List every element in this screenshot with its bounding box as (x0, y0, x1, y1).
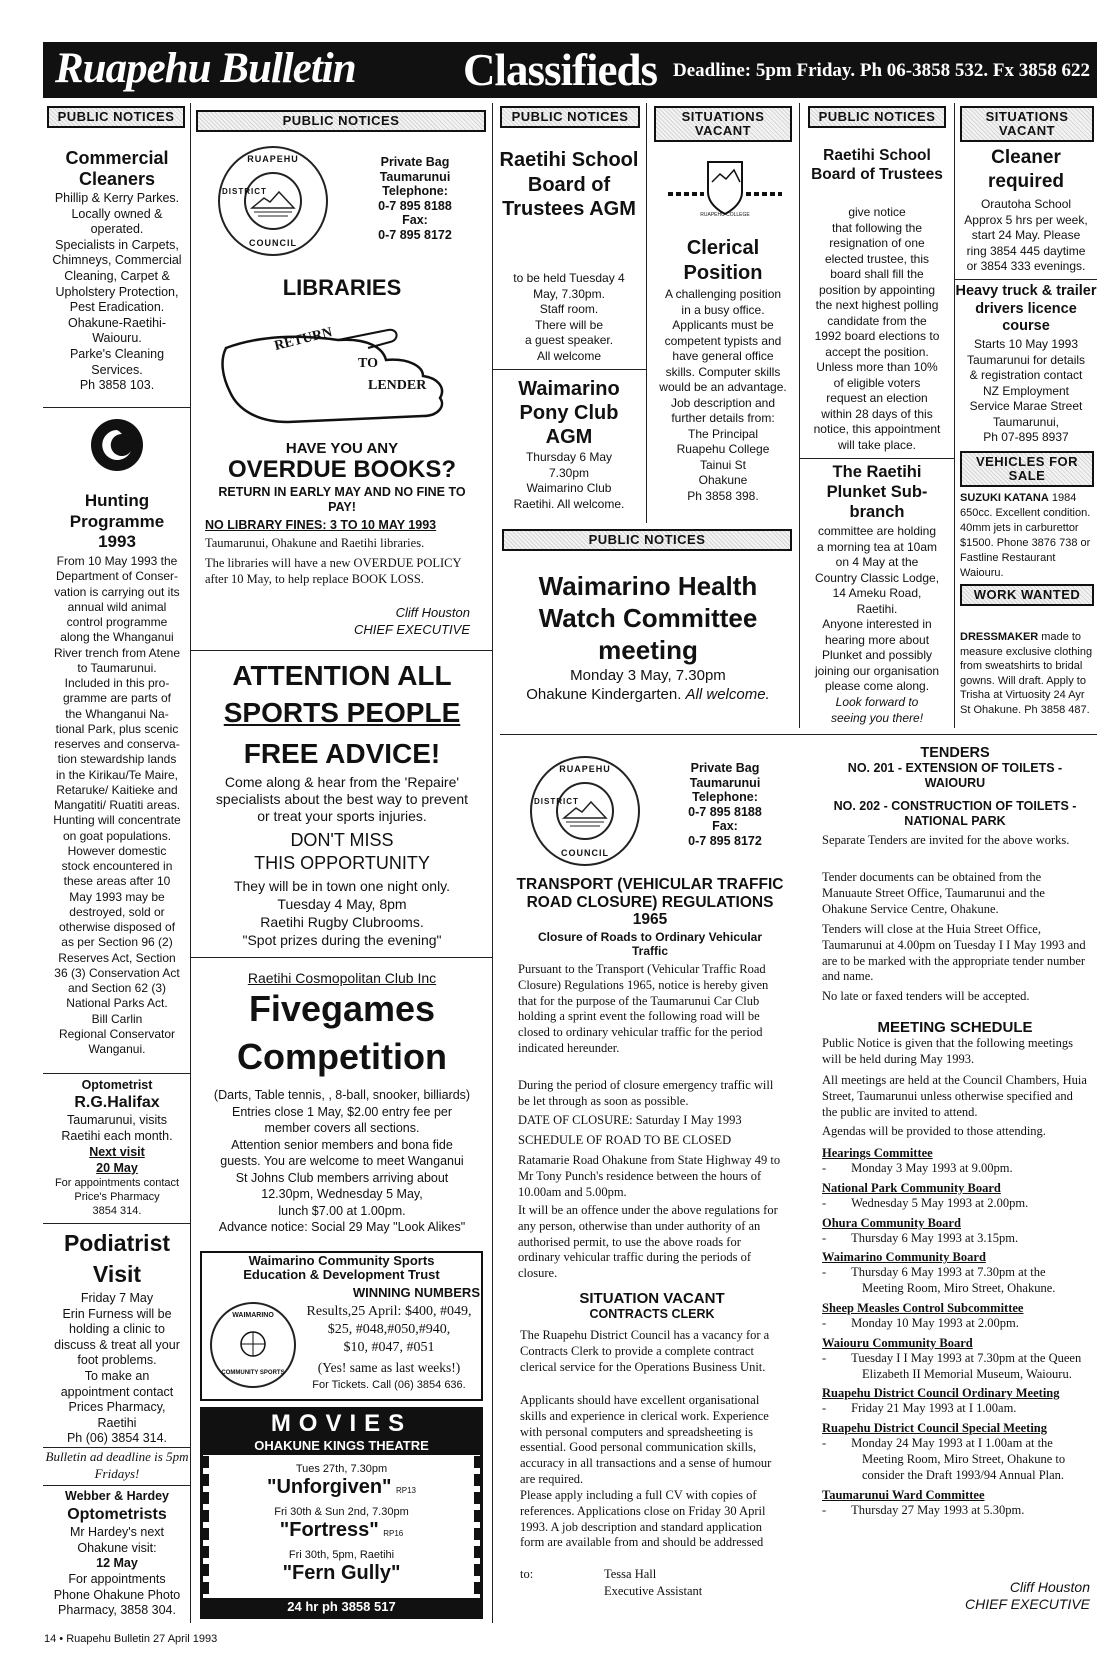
libraries-policy: The libraries will have a new OVERDUE POLICY after 10 May, to help replace BOOK LOSS. (205, 556, 462, 586)
optometrist-next: Next visit (89, 1145, 145, 1159)
dressmaker-ad (960, 630, 1096, 717)
column-rule (799, 103, 800, 728)
clerical-body: A challenging position in a busy office. Applicants must be competent typists and have general office skills. Computer skills would be an advantage. Job description and further details from: The Principal Ruapehu College Tainui St Ohakune Ph 3858 398. (659, 287, 787, 503)
tenders-p4: No late or faxed tenders will be accepted. (822, 989, 1030, 1003)
sports-emblem-icon (230, 1324, 276, 1364)
hand-text-return: RETURN (272, 325, 334, 354)
cleaners-title: Commercial Cleaners (65, 148, 169, 189)
rule (190, 650, 492, 651)
council-logo-inner (244, 172, 302, 230)
raetihi-agm-body: to be held Tuesday 4 May, 7.30pm. Staff room. There will be a guest speaker. All welcome (513, 271, 625, 363)
contracts-to: to: (520, 1567, 534, 1581)
contracts-role: Executive Assistant (604, 1584, 703, 1598)
plunket-title: The Raetihi Plunket Sub-branch (826, 463, 928, 521)
health-title: Waimarino Health Watch Committee meeting (538, 571, 758, 665)
section-header: WORK WANTED (960, 584, 1094, 606)
webber-date: 12 May (96, 1556, 138, 1570)
sports-title1: ATTENTION ALL (232, 660, 452, 691)
trust-results: Results,25 April: $400, #049, $25, #048,#050,#940, $10, #047, #051 (306, 1304, 472, 1355)
column-rule (646, 103, 647, 523)
hunting-title: Hunting Programme (69, 491, 165, 531)
movie3-time: Fri 30th, 5pm, Raetihi (288, 1549, 395, 1561)
meeting-name: Sheep Measles Control Subcommittee (822, 1300, 1024, 1315)
meeting-name: Ohura Community Board (822, 1215, 961, 1230)
sports-miss2: THIS OPPORTUNITY (254, 853, 430, 873)
banner-title-section: Classifieds (463, 45, 658, 95)
trust-logo-top: WAIMARINO (232, 1312, 274, 1319)
raetihi-agm-title: Raetihi School Board of Trustees AGM (499, 149, 639, 220)
meetings-p2: All meetings are held at the Council Chambers, Huia Street, Taumarunui unless otherwise specified and the public are invited to attend. (822, 1073, 1087, 1119)
trust-title: Waimarino Community Sports Education & Development Trust (243, 1253, 440, 1282)
transport-p2: During the period of closure emergency traffic will be let through as soon as possible. (518, 1078, 774, 1108)
plunket-body: committee are holding a morning tea at 10am on 4 May at the Country Classic Lodge, 14 Ameku Road, Raetihi. Anyone interested in hearing more about Plunket and possibly joining our organisation please come along. (814, 524, 940, 693)
transport-title: TRANSPORT (VEHICULAR TRAFFIC ROAD CLOSURE) REGULATIONS 1965 (516, 876, 784, 928)
tender-202: NO. 202 - CONSTRUCTION OF TOILETS - NATIONAL PARK (833, 799, 1077, 828)
trust-tickets: For Tickets. Call (06) 3854 636. (312, 1379, 466, 1391)
college-crest-text: RUAPEHU COLLEGE (700, 212, 750, 218)
meeting-name: Waiouru Community Board (822, 1335, 973, 1350)
five-title1: Fivegames (248, 988, 436, 1029)
tenders-title: TENDERS (920, 745, 990, 761)
sports-title3: FREE ADVICE! (243, 738, 441, 769)
movie1-title: "Unforgiven" (267, 1476, 392, 1498)
contracts-p1: The Ruapehu District Council has a vacancy for a Contracts Clerk to provide a complete contract clerical service for the Operations Business Unit. (520, 1328, 770, 1374)
suzuki-body: 1984 650cc. Excellent condition. 40mm jets in carburettor $1500. Phone 3876 738 or Fastline Restaurant Waiouru. (960, 492, 1091, 579)
tenders-p2: Tender documents can be obtained from the Manuaute Street Office, Taumarunui and the Ohakune Service Centre, Ohakune. (822, 870, 1045, 916)
meeting-when: - Friday 21 May 1993 at I 1.00am. (822, 1401, 1017, 1416)
page-footer: 14 • Ruapehu Bulletin 27 April 1993 (44, 1633, 218, 1645)
rule (954, 279, 1097, 280)
health-place: Ohakune Kindergarten. (526, 686, 682, 703)
hunting-year: 1993 (98, 532, 136, 551)
trust-logo (210, 1302, 296, 1388)
rule (43, 407, 190, 408)
movies-title: MOVIES (203, 1410, 480, 1437)
libraries-overdue: OVERDUE BOOKS? (227, 456, 457, 483)
five-title2: Competition (237, 1036, 447, 1077)
meetings-sig-name: Cliff Houston (1009, 1579, 1090, 1595)
contracts-name: Tessa Hall (604, 1567, 657, 1581)
sports-miss1: DON'T MISS (290, 830, 394, 850)
board-title: Raetihi School Board of Trustees (811, 147, 943, 183)
sports-body: Come along & hear from the 'Repaire' specialists about the best way to prevent or treat your sports injuries. (215, 774, 469, 824)
optometrist-contact: For appointments contact Price's Pharmacy 3854 314. (54, 1177, 180, 1217)
hand-text-to: TO (358, 356, 378, 371)
movie3-title: "Fern Gully" (282, 1562, 401, 1584)
doc-logo-mark (90, 418, 144, 472)
council-logo (218, 146, 328, 256)
movies-box (200, 1407, 483, 1619)
health-date: Monday 3 May, 7.30pm (570, 667, 726, 684)
optometrist-label: Optometrist (81, 1078, 153, 1092)
meeting-when: - Thursday 6 May 1993 at 3.15pm. (822, 1230, 1019, 1245)
mountain-icon (558, 784, 612, 838)
transport-subtitle: Closure of Roads to Ordinary Vehicular Traffic (537, 930, 763, 958)
truck-body: Starts 10 May 1993 Taumarunui for details & registration contact NZ Employment Service Marae Street Taumarunui, Ph 07-895 8937 (966, 337, 1086, 444)
trust-same: (Yes! same as last weeks!) (317, 1360, 461, 1375)
council-contact: Private Bag Taumarunui Telephone: 0-7 895 8188 Fax: 0-7 895 8172 (378, 155, 452, 242)
suzuki-ad (960, 491, 1096, 581)
movie2 (203, 1519, 480, 1542)
meeting-when: - Monday 24 May 1993 at I 1.00am at the Meeting Room, Miro Street, Ohakune to consider the Draft 1993/94 Annual Plan. (822, 1436, 1066, 1482)
transport-p6: It will be an offence under the above regulations for any person, otherwise than under authority of an authorised permit, to use the above roads for ordinary vehicular traffic during the periods of closure. (518, 1203, 778, 1281)
rule (800, 458, 954, 459)
five-body: (Darts, Table tennis, , 8-ball, snooker, billiards) Entries close 1 May, $2.00 entry fee per member covers all sections. Attention senior members and bona fide guests. You are welcome to meet Wanganui St Johns Club members arriving about 12.30pm, Wednesday 5 May, lunch $7.00 at 1.00pm. Advance notice: Social 29 May "Look Alikes" (213, 1088, 471, 1234)
transport-p1: Pursuant to the Transport (Vehicular Traffic Road Closure) Regulations 1965, notice is hereby given that for the purpose of the Taumarunui Car Club holding a sprint event the following road will be closed to ordinary vehicular traffic for the period indicated hereunder. (518, 962, 769, 1055)
plunket-look: Look forward to seeing you there! (830, 695, 924, 725)
column-rule (190, 103, 191, 1623)
deadline-note: Bulletin ad deadline is 5pm Fridays! (45, 1449, 189, 1481)
section-header: SITUATIONS VACANT (960, 106, 1094, 142)
pointing-hand-icon (218, 318, 468, 430)
mountain-icon (246, 174, 300, 228)
movies-phone: 24 hr ph 3858 517 (203, 1598, 480, 1616)
cleaners-body: Phillip & Kerry Parkes. Locally owned & operated. Specialists in Carpets, Chimneys, Commercial Cleaning, Carpet & Upholstery Protection, Pest Eradication. Ohakune-Raetihi- Waiouru. Parke's Cleaning Services. Ph 3858 103. (52, 191, 182, 393)
meetings-title: MEETING SCHEDULE (877, 1019, 1033, 1036)
suzuki-name: SUZUKI KATANA (960, 492, 1049, 504)
webber-body: Mr Hardey's next Ohakune visit: (69, 1525, 165, 1555)
meeting-when: - Thursday 27 May 1993 at 5.30pm. (822, 1502, 1025, 1517)
libraries-sig-title: CHIEF EXECUTIVE (353, 622, 470, 637)
webber-title2: Optometrists (67, 1506, 167, 1523)
meetings-p3: Agendas will be provided to those attending. (822, 1124, 1046, 1138)
podiatrist-title: Podiatrist Visit (63, 1230, 171, 1287)
section-header: PUBLIC NOTICES (196, 110, 486, 132)
meeting-when: - Wednesday 5 May 1993 at 2.00pm. (822, 1195, 1029, 1210)
tender-201: NO. 201 - EXTENSION OF TOILETS - WAIOURU (847, 761, 1063, 790)
pony-body: Thursday 6 May 7.30pm Waimarino Club Raetihi. All welcome. (513, 450, 625, 511)
libraries-sig-name: Cliff Houston (395, 605, 470, 620)
sports-title2: SPORTS PEOPLE (223, 697, 461, 728)
rule (492, 369, 646, 370)
council-logo-side: DISTRICT (222, 187, 267, 196)
movie3 (203, 1562, 480, 1585)
council-logo-2 (530, 756, 640, 866)
tenders-p3: Tenders will close at the Huia Street Office, Taumarunui at 4.00pm on Tuesday I I May 1993 and are to be marked with the appropriate tender number and name. (822, 922, 1086, 984)
contracts-subtitle: CONTRACTS CLERK (589, 1307, 715, 1321)
column-rule (492, 103, 493, 1623)
movie1-rating: RP13 (395, 1486, 416, 1495)
meetings-p1: Public Notice is given that the following meetings will be held during May 1993. (822, 1036, 1074, 1066)
pony-title: Waimarino Pony Club AGM (518, 378, 620, 448)
meeting-when: - Monday 10 May 1993 at 2.00pm. (822, 1315, 1019, 1330)
meeting-name: Ruapehu District Council Ordinary Meeting (822, 1386, 1060, 1401)
meeting-name: National Park Community Board (822, 1180, 1001, 1195)
cleaner-title: Cleaner required (987, 147, 1065, 192)
council-logo-2-top: RUAPEHU (559, 764, 611, 774)
movie1 (203, 1476, 480, 1499)
movie2-time: Fri 30th & Sun 2nd, 7.30pm (274, 1506, 409, 1518)
trust-winning: WINNING NUMBERS (352, 1285, 480, 1300)
sports-details: They will be in town one night only. Tuesday 4 May, 8pm Raetihi Rugby Clubrooms. "Spot prizes during the evening" (233, 878, 451, 948)
tenders-p1: Separate Tenders are invited for the above works. (822, 833, 1070, 847)
section-header: PUBLIC NOTICES (808, 106, 946, 128)
hand-text-lender: LENDER (368, 378, 427, 393)
transport-p5: Ratamarie Road Ohakune from State Highway 49 to Mr Tony Punch's residence between the hours of 10.00am and 5.00pm. (518, 1153, 781, 1199)
contracts-p3: Please apply including a full CV with copies of references. Applications close on Friday 30 April 1993. A job description and standard application form are available from and should be addressed (520, 1488, 766, 1550)
optometrist-date: 20 May (96, 1161, 138, 1175)
libraries-towns: Taumarunui, Ohakune and Raetihi libraries. (205, 536, 425, 550)
contracts-title: SITUATION VACANT (579, 1290, 725, 1307)
council-logo-top: RUAPEHU (247, 154, 299, 164)
return-to-lender-hand (218, 318, 468, 430)
rule (500, 734, 1097, 735)
five-club: Raetihi Cosmopolitan Club Inc (247, 970, 437, 986)
health-place-line (498, 686, 798, 704)
rule (43, 1485, 190, 1486)
webber-title1: Webber & Hardey (65, 1489, 169, 1503)
section-header: PUBLIC NOTICES (502, 529, 792, 551)
rule (190, 957, 492, 958)
meeting-when: - Thursday 6 May 1993 at 7.30pm at the Meeting Room, Miro Street, Ohakune. (822, 1265, 1056, 1296)
libraries-nofines: NO LIBRARY FINES: 3 TO 10 MAY 1993 (205, 518, 437, 532)
meeting-name: Waimarino Community Board (822, 1250, 986, 1265)
clerical-title: Clerical Position (683, 237, 763, 284)
movies-theatre: OHAKUNE KINGS THEATRE (203, 1437, 480, 1455)
meeting-list (822, 1143, 1090, 1521)
council-contact-2: Private Bag Taumarunui Telephone: 0-7 895 8188 Fax: 0-7 895 8172 (688, 761, 762, 848)
council-logo-bottom: COUNCIL (249, 238, 297, 248)
movie2-rating: RP16 (383, 1529, 404, 1538)
meetings-sig-title: CHIEF EXECUTIVE (965, 1596, 1090, 1612)
dressmaker-name: DRESSMAKER (960, 631, 1039, 643)
hunting-body: From 10 May 1993 the Department of Conser- vation is carrying out its annual wild animal control programme along the Whanganui River trench from Atene to Taumarunui. Included in this pro- gramme are parts of the Whanganui Na- tional Park, plus scenic reserves and conserva- tion stewardship lands in the Kirikau/Te Maire, Retaruke/ Kaitieke and Mangatiti/ Ruatiti areas. Hunting will concentrate on goat populations. However domestic stock encountered in these areas after 10 May 1993 may be destroyed, sold or otherwise disposed of as per Section 96 (2) Reserves Act, Section 36 (3) Conservation Act and Section 62 (3) National Parks Act. Bill Carlin Regional Conservator Wanganui. (53, 554, 181, 1056)
doc-logo (90, 418, 144, 472)
dressmaker-body: made to measure exclusive clothing from sweatshirts to bridal gowns. Will draft. Apply to Trisha at Virtuosity 24 Ayr St Ohakune. Ph 3858 487. (960, 631, 1093, 716)
optometrist-name: R.G.Halifax (74, 1094, 160, 1111)
meeting-name: Taumarunui Ward Committee (822, 1487, 985, 1502)
meeting-name: Hearings Committee (822, 1146, 933, 1160)
libraries-have: HAVE YOU ANY (285, 440, 399, 457)
webber-contact: For appointments Phone Ohakune Photo Pharmacy, 3858 304. (53, 1572, 181, 1618)
college-crest (660, 152, 790, 224)
podiatrist-body: Friday 7 May Erin Furness will be holding a clinic to discuss & treat all your foot problems. To make an appointment contact Prices Pharmacy, Raetihi Ph (06) 3854 314. (54, 1291, 180, 1446)
transport-p4: SCHEDULE OF ROAD TO BE CLOSED (518, 1133, 732, 1147)
meeting-when: - Tuesday I I May 1993 at 7.30pm at the Queen Elizabeth II Memorial Museum, Waiouru. (822, 1350, 1082, 1381)
rule (43, 1223, 190, 1224)
libraries-title: LIBRARIES (282, 275, 402, 300)
section-header: PUBLIC NOTICES (500, 106, 640, 128)
council-logo-2-side: DISTRICT (534, 797, 579, 806)
council-logo-2-inner (556, 782, 614, 840)
council-logo-2-bottom: COUNCIL (561, 848, 609, 858)
trust-logo-bottom: COMMUNITY SPORTS (221, 1370, 285, 1376)
banner-title-paper: Ruapehu Bulletin (55, 45, 356, 92)
meeting-name: Ruapehu District Council Special Meeting (822, 1421, 1047, 1436)
cleaner-body: Orautoha School Approx 5 hrs per week, start 24 May. Please ring 3854 445 daytime or 3854 333 evenings. (964, 197, 1088, 273)
section-header: SITUATIONS VACANT (654, 106, 792, 142)
masthead-banner (43, 42, 1097, 98)
truck-title: Heavy truck & trailer drivers licence course (955, 283, 1097, 334)
optometrist-body: Taumarunui, visits Raetihi each month. (61, 1113, 173, 1143)
contracts-p2: Applicants should have excellent organisational skills and experience in clerical work. Experience with personal computers and spreadsheeting is essential. Good personal communication skills, accuracy in all transactions and a sense of humour are required. (520, 1393, 772, 1486)
board-body: give notice that following the resignation of one elected trustee, this board shall fill the position by appointing the next highest polling candidate from the 1992 board elections to accept the position. Unless more than 10% of eligible voters request an election within 28 days of this notice, this appointment will take place. (813, 205, 941, 452)
meeting-when: - Monday 3 May 1993 at 9.00pm. (822, 1161, 1013, 1175)
banner-deadline: Deadline: 5pm Friday. Ph 06-3858 532. Fx 3858 622 (673, 60, 1090, 81)
movie1-time: Tues 27th, 7.30pm (295, 1463, 388, 1475)
rule (43, 1073, 190, 1074)
transport-p3: DATE OF CLOSURE: Saturday I May 1993 (518, 1113, 742, 1127)
libraries-return: RETURN IN EARLY MAY AND NO FINE TO PAY! (218, 485, 466, 514)
section-header: VEHICLES FOR SALE (960, 451, 1094, 487)
section-header: PUBLIC NOTICES (47, 106, 185, 128)
movie2-title: "Fortress" (279, 1519, 379, 1541)
health-welcome: All welcome. (685, 686, 770, 703)
